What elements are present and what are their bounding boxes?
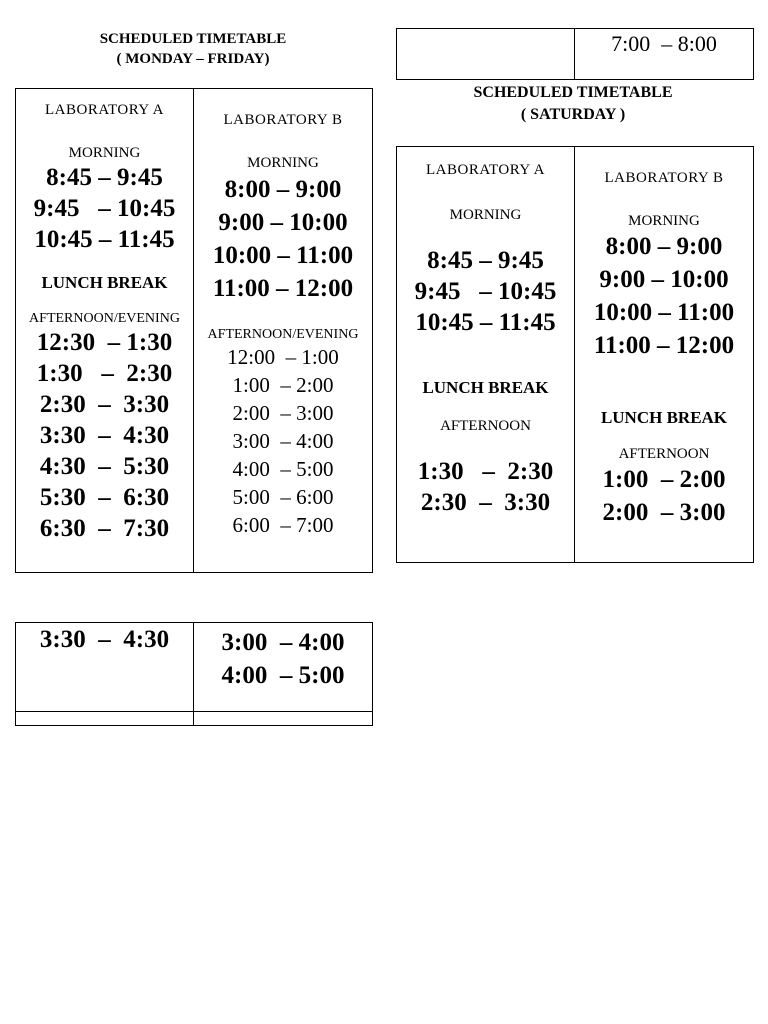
mf-lab-a-afternoon-slot: 5:30 – 6:30 [39,484,170,511]
mf-lab-b-afternoon-slot: 12:00 – 1:00 [227,345,339,369]
mf-lab-a-morning-slot: 10:45 – 11:45 [34,226,175,253]
sat-lab-b-morning-slot: 11:00 – 12:00 [593,332,735,359]
mf-lab-a-afternoon-slot: 6:30 – 7:30 [39,515,170,542]
sat-lab-b-morning-label: MORNING [628,213,700,229]
mf-lab-b-afternoon-slot: 6:00 – 7:00 [232,513,334,537]
mf-lab-b-label: LABORATORY B [223,112,343,128]
extra-box-lab-a-slot: 3:30 – 4:30 [39,626,170,653]
mf-heading [40,29,346,69]
sat-lab-b-lunch: LUNCH BREAK [600,408,728,427]
top-right-box-right [575,30,753,58]
mf-title: SCHEDULED TIMETABLE [99,31,287,47]
sat-lab-a-morning-label: MORNING [449,207,522,223]
sat-lab-b-afternoon-label: AFTERNOON [618,446,710,462]
sat-lab-a-lunch: LUNCH BREAK [422,378,549,397]
mf-lab-a-morning-slot: 9:45 – 10:45 [33,195,176,222]
sat-lab-a-morning-slot: 9:45 – 10:45 [414,278,557,305]
sat-heading [420,82,726,126]
sat-lab-a-afternoon-label: AFTERNOON [440,418,531,434]
mf-lab-b-morning-label: MORNING [247,155,319,171]
mf-lab-a-afternoon-slot: 2:30 – 3:30 [39,391,170,418]
mf-lab-b-afternoon-label: AFTERNOON/EVENING [207,327,359,342]
sat-lab-b-morning-slot: 9:00 – 10:00 [599,266,729,293]
sat-lab-a-column [397,146,574,518]
sat-lab-b-afternoon-slot: 1:00 – 2:00 [602,466,726,493]
mf-lab-a-afternoon-label: AFTERNOON/EVENING [29,311,180,326]
extra-box-lab-b [194,626,372,692]
sat-lab-b-morning-slot: 8:00 – 9:00 [605,233,723,260]
mf-lab-a-afternoon-slot: 1:30 – 2:30 [36,360,173,387]
mf-lab-a-column [16,88,193,544]
top-right-box-slot: 7:00 – 8:00 [611,31,717,56]
mf-lab-b-morning-slot: 8:00 – 9:00 [224,176,342,203]
mf-lab-b-afternoon-slot: 5:00 – 6:00 [232,485,334,509]
sat-lab-a-morning-slot: 8:45 – 9:45 [427,247,544,274]
mf-lab-b-morning-slot: 11:00 – 12:00 [212,275,354,302]
sat-lab-b-label: LABORATORY B [604,170,724,186]
mf-subtitle: ( MONDAY – FRIDAY) [116,51,270,67]
sat-lab-a-label: LABORATORY A [426,162,545,178]
mf-lab-a-morning-label: MORNING [68,145,141,161]
sat-lab-b-morning-slot: 10:00 – 11:00 [593,299,735,326]
sat-lab-a-afternoon-slot: 1:30 – 2:30 [417,458,554,485]
extra-box-lab-a [16,624,193,655]
mf-lab-b-afternoon-slot: 2:00 – 3:00 [232,401,334,425]
mf-lab-b-morning-slot: 10:00 – 11:00 [212,242,354,269]
sat-subtitle: ( SATURDAY ) [520,106,626,123]
extra-box-lab-b-slot: 4:00 – 5:00 [221,662,345,689]
extra-box-bottom-row-line [15,711,373,712]
mf-lab-a-afternoon-slot: 12:30 – 1:30 [36,329,173,356]
mf-lab-b-afternoon-slot: 3:00 – 4:00 [232,429,334,453]
sat-lab-b-column [575,146,753,529]
extra-box-lab-b-slot: 3:00 – 4:00 [221,629,345,656]
mf-lab-b-column [194,88,372,539]
mf-lab-a-afternoon-slot: 4:30 – 5:30 [39,453,170,480]
mf-lab-a-label: LABORATORY A [45,102,164,118]
mf-lab-a-afternoon-slot: 3:30 – 4:30 [39,422,170,449]
mf-lab-b-afternoon-slot: 4:00 – 5:00 [232,457,334,481]
sat-title: SCHEDULED TIMETABLE [473,84,673,101]
sat-lab-b-afternoon-slot: 2:00 – 3:00 [602,499,726,526]
mf-lab-a-lunch: LUNCH BREAK [41,273,168,292]
mf-lab-b-afternoon-slot: 1:00 – 2:00 [232,373,334,397]
sat-lab-a-morning-slot: 10:45 – 11:45 [415,309,556,336]
sat-lab-a-afternoon-slot: 2:30 – 3:30 [420,489,551,516]
mf-lab-a-morning-slot: 8:45 – 9:45 [46,164,163,191]
mf-lab-b-morning-slot: 9:00 – 10:00 [218,209,348,236]
